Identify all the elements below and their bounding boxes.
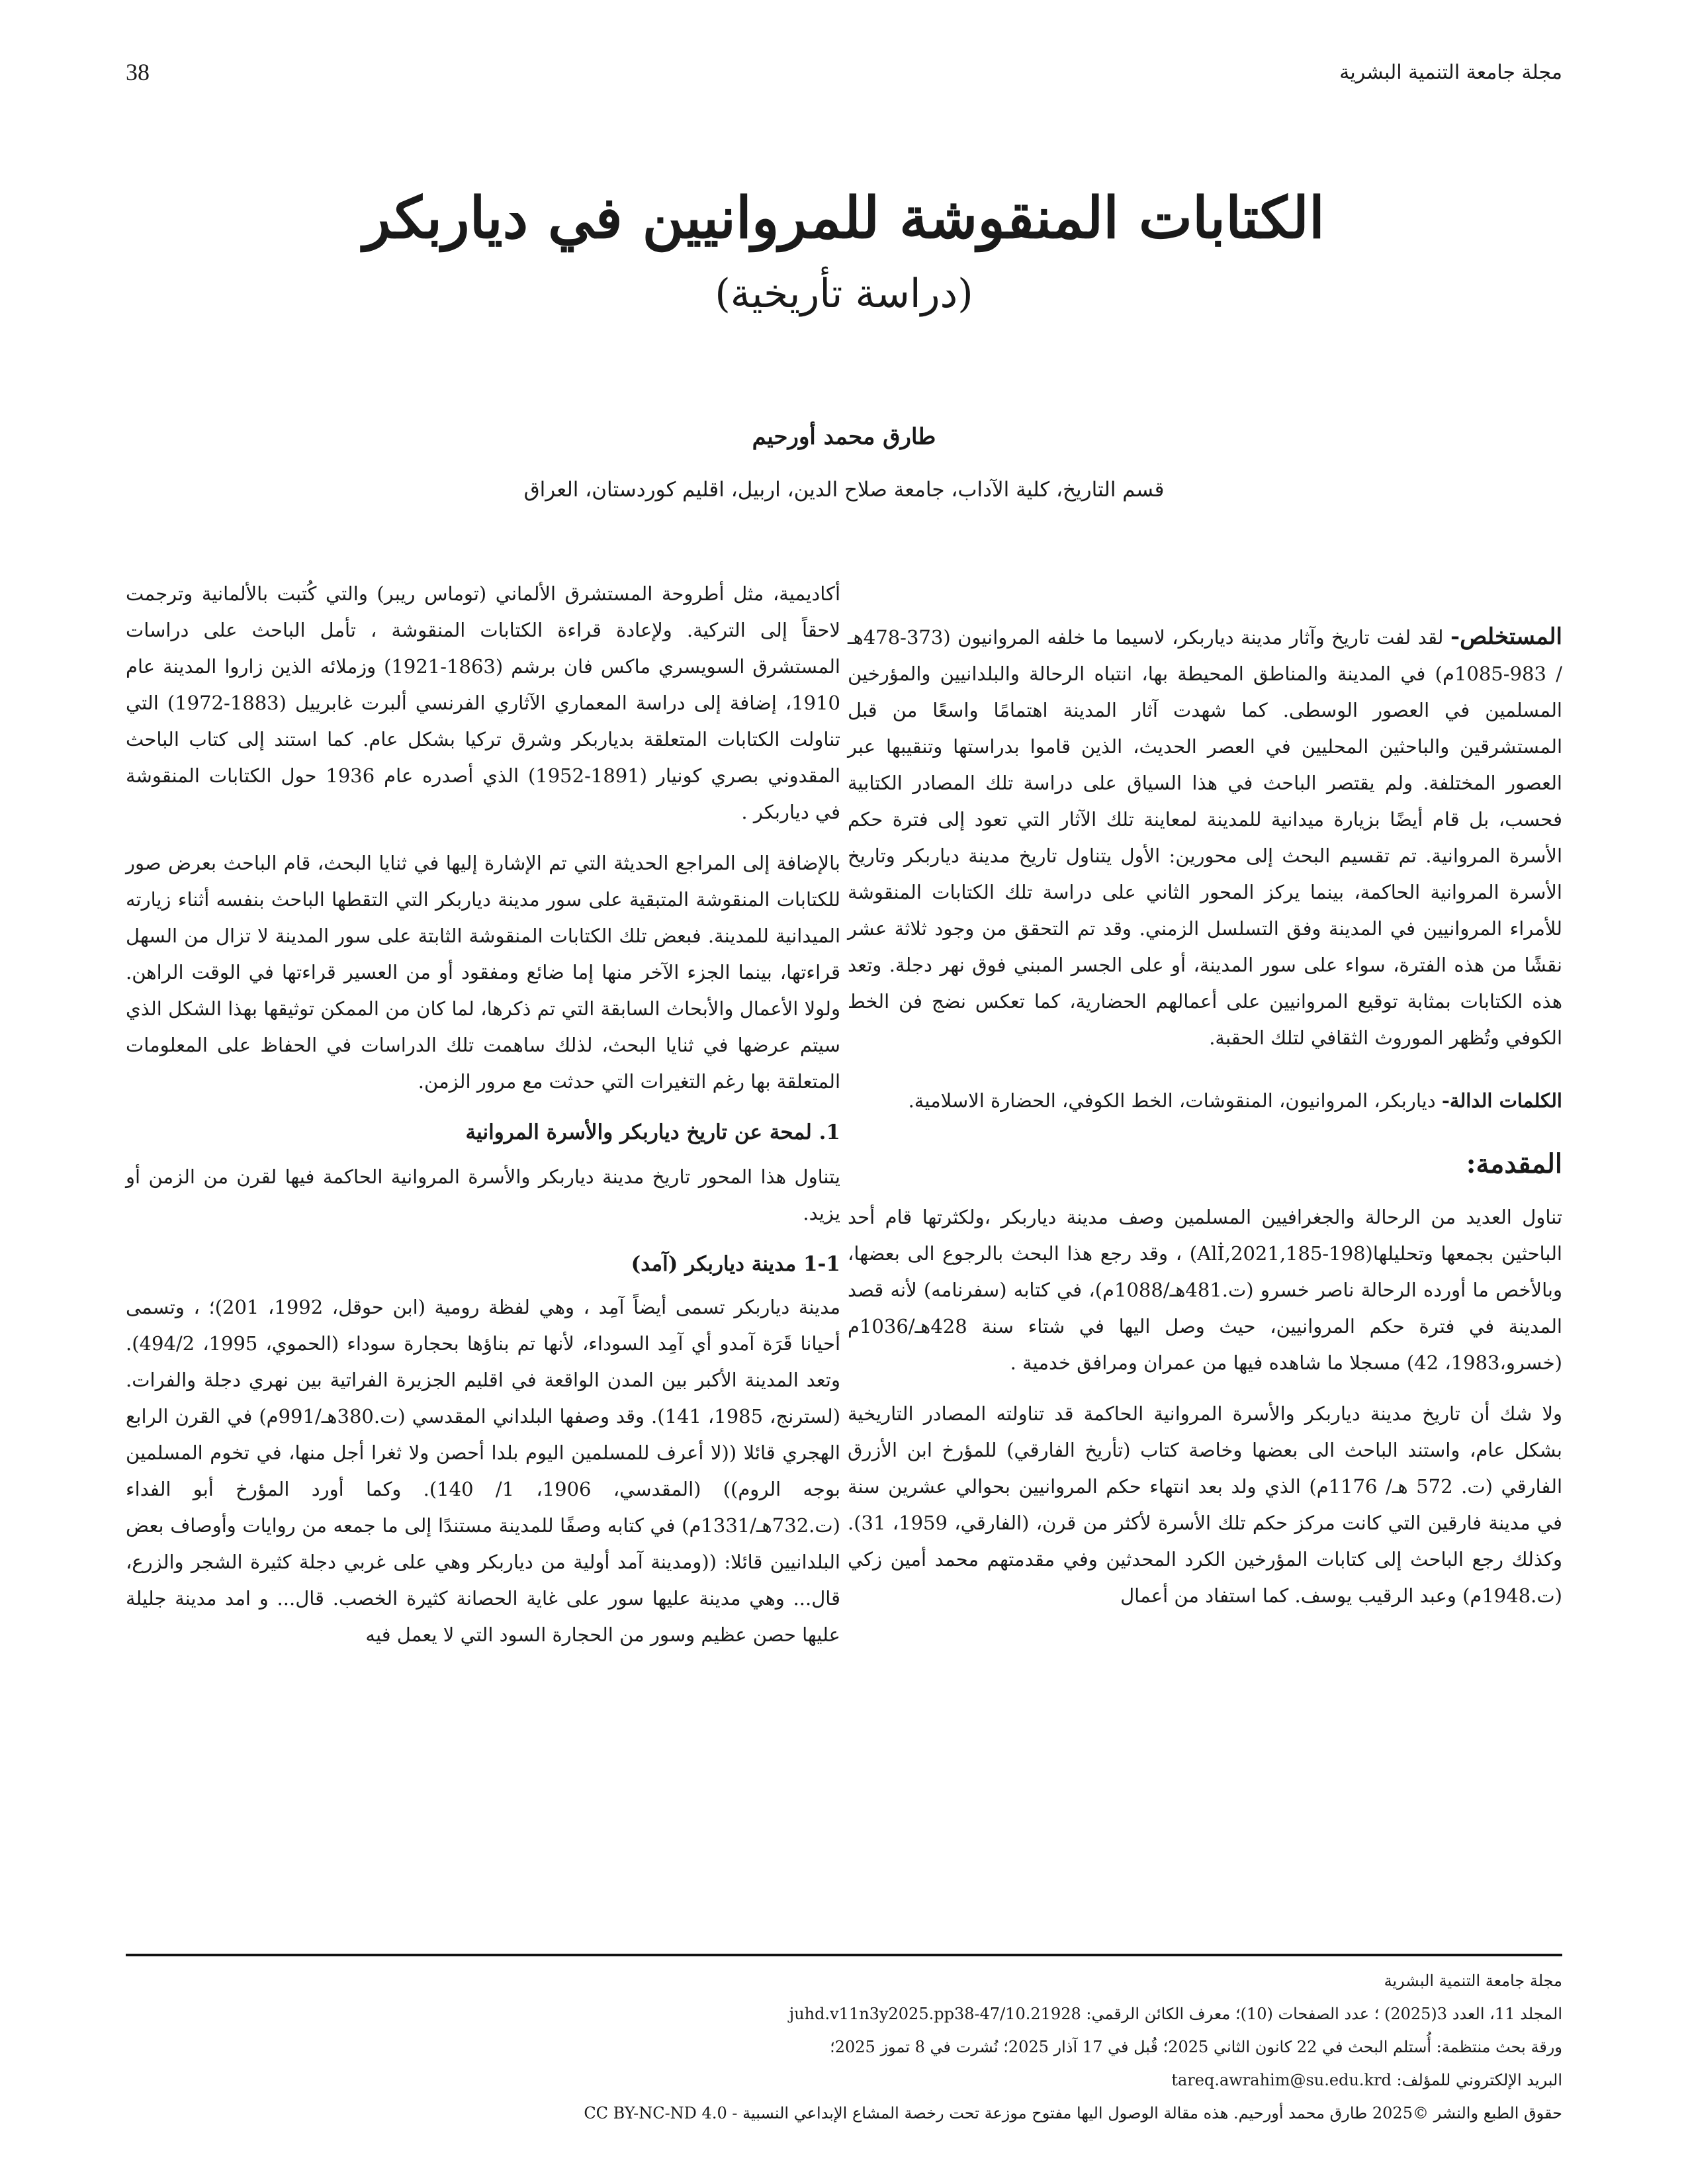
subsection-heading: 1-1 مدينة دياربكر (آمد)	[631, 1252, 840, 1276]
subsection-paragraph: مدينة دياربكر تسمى أيضاً آمِد ، وهي لفظة رومية (ابن حوقل، 1992، 201)؛ ، وتسمى أحيانا قَرَة آمدو أي آمِد السوداء، لأنها تم بناؤها بحجارة سوداء (الحموي، 1995، 494/2). وتعد المدينة الأكبر بين المدن الواقعة في اقليم الجزيرة الفراتية بين نهري دجلة والفرات. (لسترنج، 1985، 141). وقد وصفها البلداني المقدسي (ت.380هـ/991م) في القرن الرابع الهجري قائلا ((لا أعرف للمسلمين اليوم بلدا أحصن ولا ثغرا أجل منها، في تخوم المسلمين بوجه الروم)) (المقدسي، 1906، 1/ 140). وكما أورد المؤرخ أبو الفداء (ت.732هـ/1331م) في كتابه وصفًا للمدينة مستندًا إلى ما جمعه من روايات وأوصاف بعض البلدانيين قائلا: ((ومدينة آمد أولية من دياربكر وهي على غربي دجلة كثيرة الشجر والزرع، قال... وهي مدينة عليها سور على غاية الحصانة كثيرة الخصب. قال... و امد مدينة جليلة عليها حصن عظيم وسور من الحجارة السود التي لا يعمل فيه	[126, 1296, 841, 1646]
footer-copyright: حقوق الطبع والنشر ©2025 طارق محمد أورحيم. هذه مقالة الوصول اليها مفتوح موزعة تحت رخصة المشاع الإبداعي النسبية - CC BY-NC-ND 4.0	[584, 2104, 1562, 2122]
abstract-text: لقد لفت تاريخ وآثار مدينة دياربكر، لاسيما ما خلفه المروانيون (373-478هـ / 983-1085م) في المدينة والمناطق المحيطة بها، انتباه الرحالة والبلدانيين والمؤرخين المسلمين في العصور الوسطى. كما شهدت آثار المدينة اهتمامًا واسعًا من قبل المستشرقين والباحثين المحليين في العصر الحديث، الذين قاموا بدراستها وتنقيبها عبر العصور المختلفة. ولم يقتصر الباحث في هذا السياق على دراسة تلك المصادر الكتابية فحسب، بل قام أيضًا بزيارة ميدانية للمدينة لمعاينة تلك الآثار التي تعود إلى فترة حكم الأسرة المروانية. تم تقسيم البحث إلى محورين: الأول يتناول تاريخ مدينة دياربكر وتاريخ الأسرة المروانية الحاكمة، بينما يركز المحور الثاني على دراسة تلك الكتابات المنقوشة للأمراء المروانيين في المدينة وفق التسلسل الزمني. وقد تم التحقق من وجود ثلاثة عشر نقشًا من هذه الفترة، سواء على سور المدينة، أو على الجسر المبني فوق نهر دجلة. وتعد هذه الكتابات بمثابة توقيع المروانيين على أعمالهم الحضارية، كما تعكس نضج فن الخط الكوفي وتُظهر الموروث الثقافي لتلك الحقبة.	[848, 626, 1562, 1049]
right-column	[848, 619, 1562, 1629]
footer-rule	[126, 1954, 1562, 1956]
paper-title: الكتابات المنقوشة للمروانيين في دياربكر	[363, 185, 1325, 251]
author-affiliation: قسم التاريخ، كلية الآداب، جامعة صلاح الدين، اربيل، اقليم كوردستان، العراق	[523, 478, 1165, 502]
body-paragraph: بالإضافة إلى المراجع الحديثة التي تم الإشارة إليها في ثنايا البحث، قام الباحث بعرض صور للكتابات المنقوشة المتبقية على سور مدينة دياربكر التي التقطها الباحث بنفسه أثناء زيارته الميدانية للمدينة. فبعض تلك الكتابات المنقوشة الثابتة على سور المدينة لا تزال من السهل قراءتها، بينما الجزء الآخر منها إما ضائع ومفقود أو من العسير قراءتها في الوقت الراهن. ولولا الأعمال والأبحاث السابقة التي تم ذكرها، لما كان من الممكن توثيقها بهذا الشكل الذي سيتم عرضها في ثنايا البحث، لذلك ساهمت تلك الدراسات في الحفاظ على المعلومات المتعلقة بها رغم التغيرات التي حدثت مع مرور الزمن.	[126, 852, 840, 1093]
keywords	[848, 1083, 1562, 1119]
title-block	[126, 179, 1562, 327]
body-paragraph: أكاديمية، مثل أطروحة المستشرق الألماني (توماس ريبر) والتي كُتبت بالألمانية وترجمت لاحقاً إلى التركية. ولإعادة قراءة الكتابات المنقوشة ، تأمل الباحث على دراسات المستشرق السويسري ماكس فان برشم (1863-1921) وزملائه الذين زاروا المدينة عام 1910، إضافة إلى دراسة المعماري الآثاري الفرنسي ألبرت غابرييل (1883-1972) التي تناولت الكتابات المتعلقة بدياربكر وشرق تركيا بشكل عام. كما استند إلى كتاب الباحث المقدوني بصري كونيار (1891-1952) الذي أصدره عام 1936 حول الكتابات المنقوشة في دياربكر .	[126, 582, 841, 823]
intro-paragraph: تناول العديد من الرحالة والجغرافيين المسلمين وصف مدينة دياربكر ،ولكثرتها قام أحد الباحثين بجمعها وتحليلها(Alİ,2021,185-198) ، وقد رجع هذا البحث بالرجوع الى بعضها، وبالأخص ما أورده الرحالة ناصر خسرو (ت.481هـ/1088م)، في كتابه (سفرنامه) لأنه قصد المدينة في فترة حكم المروانيين، حيث وصل اليها في شتاء سنة 428هـ/1036م (خسرو،1983، 42) مسجلا ما شاهده فيها من عمران ومرافق خدمية .	[848, 1206, 1562, 1374]
section-paragraph: يتناول هذا المحور تاريخ مدينة دياربكر والأسرة المروانية الحاكمة فيها لقرن من الزمن أو يزيد.	[126, 1165, 840, 1224]
footer-email: البريد الإلكتروني للمؤلف: tareq.awrahim@su.edu.krd	[1171, 2071, 1562, 2089]
page-number: 38	[126, 59, 150, 85]
journal-name: مجلة جامعة التنمية البشرية	[1339, 61, 1562, 84]
footer-journal: مجلة جامعة التنمية البشرية	[1384, 1972, 1562, 1990]
paper-subtitle: (دراسة تأريخية)	[715, 271, 973, 317]
abstract-label: المستخلص-	[1450, 623, 1562, 650]
footer	[126, 1964, 1562, 2130]
keywords-label: الكلمات الدالة-	[1441, 1089, 1562, 1112]
running-header	[126, 61, 1562, 94]
section-heading: 1. لمحة عن تاريخ دياربكر والأسرة المروانية	[465, 1120, 840, 1144]
keywords-text: دياربكر، المروانيون، المنقوشات، الخط الكوفي، الحضارة الاسلامية.	[908, 1089, 1442, 1112]
intro-paragraph: ولا شك أن تاريخ مدينة دياربكر والأسرة المروانية الحاكمة قد تناولته المصادر التاريخية بشكل عام، واستند الباحث الى بعضها وخاصة كتاب (تأريخ الفارقي) للمؤرخ ابن الأزرق الفارقي (ت. 572 هـ/ 1176م) الذي ولد بعد انتهاء حكم المروانيين بحوالي عشرين سنة في مدينة فارقين التي كانت مركز حكم تلك الأسرة لأكثر من قرن، (الفارقي، 1959، 31). وكذلك رجع الباحث إلى كتابات المؤرخين الكرد المحدثين وفي مقدمتهم محمد أمين زكي (ت.1948م) وعبد الرقيب يوسف. كما استفاد من أعمال	[848, 1402, 1562, 1607]
left-column	[126, 576, 840, 1668]
author-name: طارق محمد أورحيم	[752, 424, 936, 450]
introduction-heading: المقدمة:	[1466, 1148, 1562, 1179]
footer-dates: ورقة بحث منتظمة: أُستلم البحث في 22 كانون الثاني 2025؛ قُبل في 17 آذار 2025؛ نُشرت في 8 تموز 2025؛	[830, 2038, 1562, 2056]
abstract	[848, 619, 1562, 1056]
footer-volume: المجلد 11، العدد 3(2025) ؛ عدد الصفحات (10)؛ معرف الكائن الرقمي: 10.21928/juhd.v11n3y2025.pp38-47	[789, 2005, 1562, 2023]
